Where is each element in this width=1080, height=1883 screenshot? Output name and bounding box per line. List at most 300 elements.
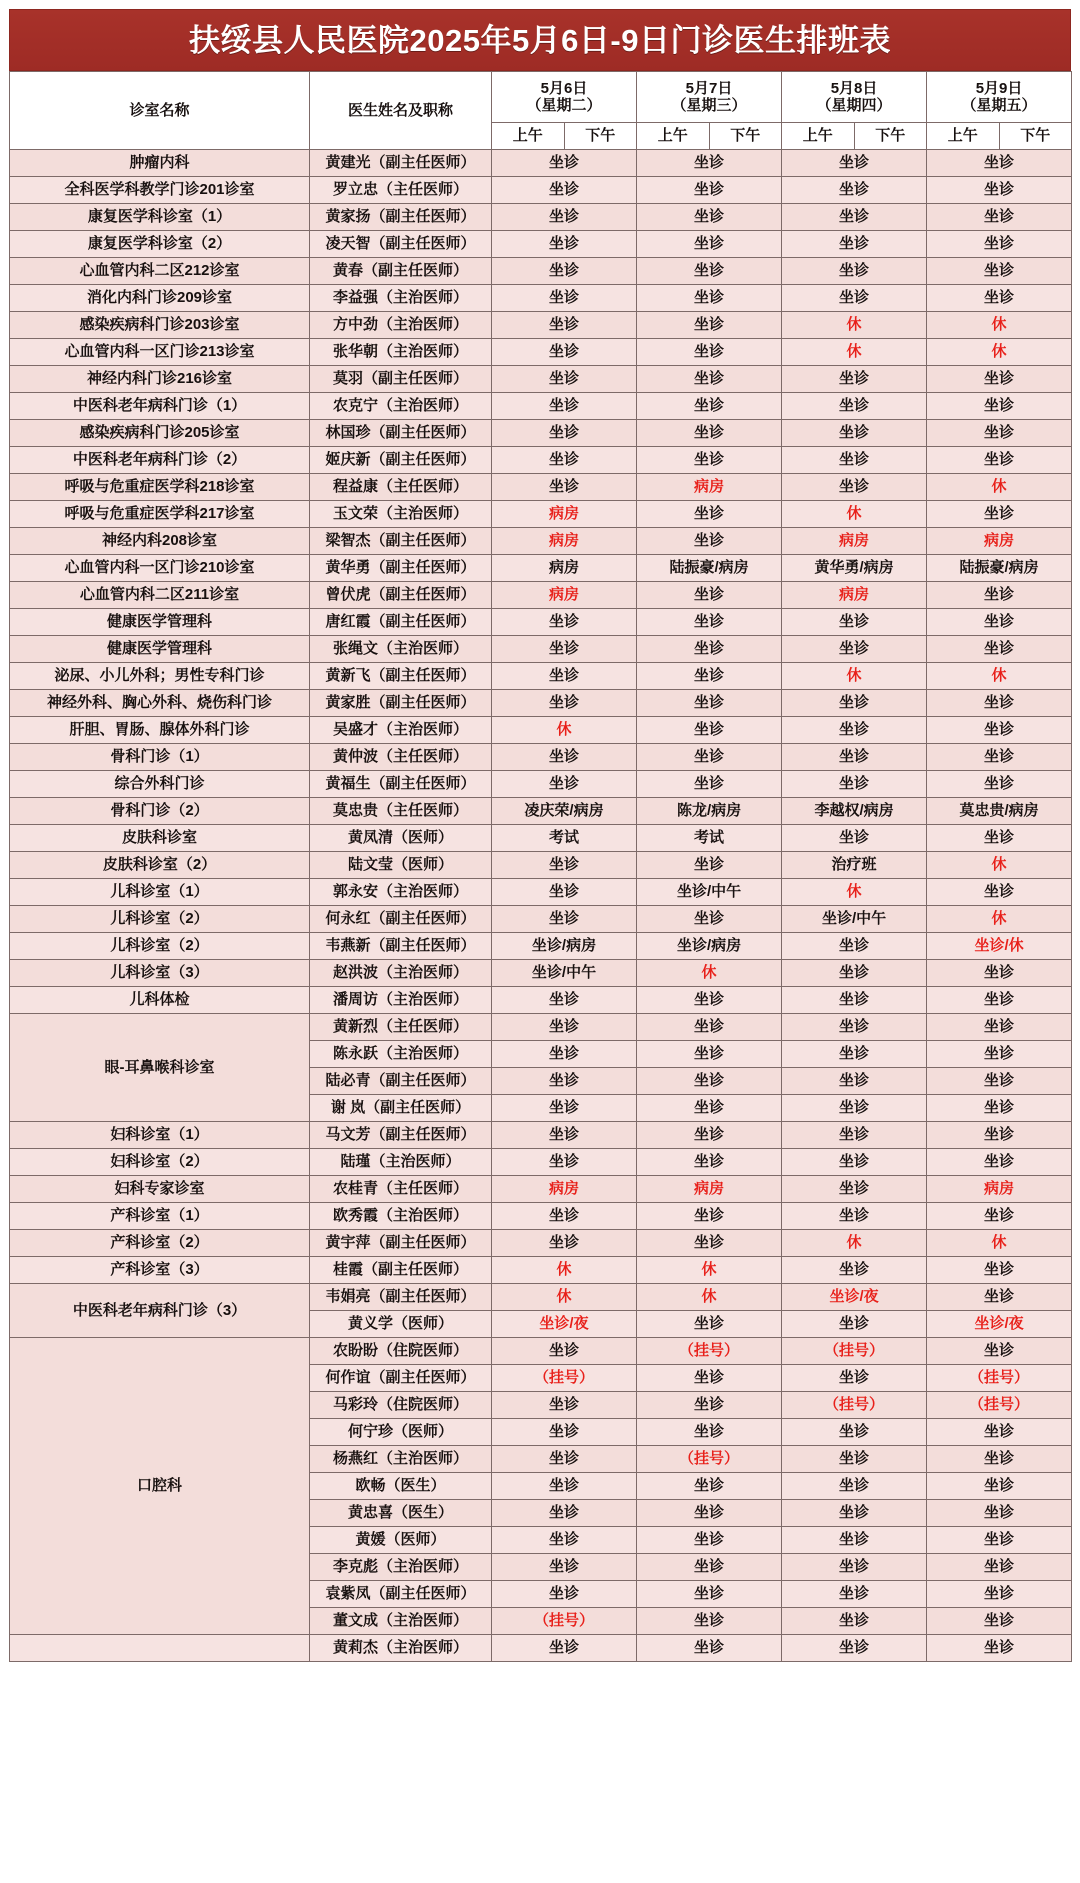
shift-cell: 坐诊 <box>927 285 1072 312</box>
shift-cell: 休 <box>782 879 927 906</box>
shift-cell: 坐诊 <box>492 1419 637 1446</box>
table-row <box>10 663 1072 690</box>
room-name-cell: 妇科专家诊室 <box>10 1176 310 1203</box>
shift-cell: 坐诊 <box>927 1500 1072 1527</box>
shift-cell: 坐诊 <box>927 150 1072 177</box>
shift-cell: 休 <box>782 339 927 366</box>
shift-cell: 坐诊 <box>492 906 637 933</box>
room-name-cell: 呼吸与危重症医学科217诊室 <box>10 501 310 528</box>
room-name-cell: 皮肤科诊室 <box>10 825 310 852</box>
shift-cell: 坐诊 <box>927 501 1072 528</box>
shift-cell: 坐诊 <box>637 204 782 231</box>
shift-cell: 坐诊 <box>782 1311 927 1338</box>
shift-cell: 坐诊/中午 <box>492 960 637 987</box>
table-row <box>10 1014 1072 1041</box>
room-name-cell: 心血管内科一区门诊210诊室 <box>10 555 310 582</box>
shift-cell: 坐诊 <box>927 1257 1072 1284</box>
shift-cell: 莫忠贵/病房 <box>927 798 1072 825</box>
shift-cell: 坐诊 <box>927 1014 1072 1041</box>
shift-cell: 坐诊 <box>927 1095 1072 1122</box>
shift-cell: 病房 <box>492 1176 637 1203</box>
shift-cell: 坐诊 <box>782 1365 927 1392</box>
doctor-name-cell: 董文成（主治医师） <box>310 1608 492 1635</box>
shift-cell: 坐诊 <box>637 582 782 609</box>
title-banner <box>9 9 1071 71</box>
doctor-name-cell: 姬庆新（副主任医师） <box>310 447 492 474</box>
shift-cell: 坐诊 <box>492 312 637 339</box>
shift-cell: 坐诊 <box>782 258 927 285</box>
shift-cell: 休 <box>637 1284 782 1311</box>
shift-cell: 坐诊 <box>927 825 1072 852</box>
table-row <box>10 1176 1072 1203</box>
shift-cell: 坐诊 <box>492 852 637 879</box>
shift-cell: 坐诊 <box>782 717 927 744</box>
doctor-name-cell: 农克宁（主治医师） <box>310 393 492 420</box>
shift-cell: 坐诊 <box>492 231 637 258</box>
shift-cell: 坐诊 <box>782 1473 927 1500</box>
doctor-name-cell: 何作谊（副主任医师） <box>310 1365 492 1392</box>
shift-cell: 坐诊/病房 <box>492 933 637 960</box>
shift-cell: 坐诊 <box>927 744 1072 771</box>
shift-cell: 坐诊 <box>782 1257 927 1284</box>
doctor-name-cell: 黄凤清（医师） <box>310 825 492 852</box>
shift-cell: 坐诊 <box>927 1581 1072 1608</box>
room-name-cell: 神经内科门诊216诊室 <box>10 366 310 393</box>
shift-cell: 坐诊/夜 <box>927 1311 1072 1338</box>
shift-cell: 坐诊 <box>637 852 782 879</box>
room-name-cell: 眼-耳鼻喉科诊室 <box>10 1014 310 1122</box>
header-day-2-date: 5月8日 <box>830 79 878 97</box>
schedule-table <box>9 71 1072 1662</box>
shift-cell: 坐诊 <box>637 717 782 744</box>
room-name-cell: 肿瘤内科 <box>10 150 310 177</box>
table-row <box>10 150 1072 177</box>
shift-cell: 坐诊 <box>637 231 782 258</box>
shift-cell: 坐诊 <box>927 582 1072 609</box>
doctor-name-cell: 黄新飞（副主任医师） <box>310 663 492 690</box>
shift-cell: 陆振豪/病房 <box>927 555 1072 582</box>
header-day-1-date: 5月7日 <box>685 79 733 97</box>
shift-cell: 坐诊 <box>782 825 927 852</box>
shift-cell: 病房 <box>492 528 637 555</box>
doctor-name-cell: 黄媛（医师） <box>310 1527 492 1554</box>
shift-cell: 病房 <box>927 528 1072 555</box>
shift-cell: 休 <box>782 312 927 339</box>
doctor-name-cell: 莫忠贵（主任医师） <box>310 798 492 825</box>
shift-cell: 坐诊 <box>492 1014 637 1041</box>
shift-cell: 坐诊/中午 <box>782 906 927 933</box>
doctor-name-cell: 郭永安（主治医师） <box>310 879 492 906</box>
shift-cell: 坐诊 <box>927 1527 1072 1554</box>
doctor-name-cell: 韦娟亮（副主任医师） <box>310 1284 492 1311</box>
shift-cell: 病房 <box>492 582 637 609</box>
shift-cell: 坐诊 <box>637 906 782 933</box>
shift-cell: 坐诊 <box>782 1635 927 1662</box>
shift-cell: 坐诊 <box>782 690 927 717</box>
shift-cell: 坐诊 <box>637 609 782 636</box>
shift-cell: 休 <box>782 1230 927 1257</box>
shift-cell: 坐诊 <box>927 609 1072 636</box>
room-name-cell: 妇科诊室（1） <box>10 1122 310 1149</box>
shift-cell: 坐诊 <box>782 636 927 663</box>
shift-cell: 考试 <box>492 825 637 852</box>
shift-cell: 坐诊 <box>492 150 637 177</box>
shift-cell: 坐诊 <box>927 1608 1072 1635</box>
header-day-2-weekday: （星期四） <box>816 97 892 114</box>
room-name-cell: 肝胆、胃肠、腺体外科门诊 <box>10 717 310 744</box>
shift-cell: 坐诊 <box>492 1581 637 1608</box>
doctor-name-cell: 梁智杰（副主任医师） <box>310 528 492 555</box>
header-day-3-weekday: （星期五） <box>961 97 1037 114</box>
shift-cell: 坐诊 <box>927 1041 1072 1068</box>
shift-cell: 坐诊 <box>927 771 1072 798</box>
shift-cell: 病房 <box>637 474 782 501</box>
doctor-name-cell: 黄春（副主任医师） <box>310 258 492 285</box>
shift-cell: 坐诊 <box>782 1500 927 1527</box>
doctor-name-cell: 赵洪波（主治医师） <box>310 960 492 987</box>
shift-cell: 坐诊 <box>927 447 1072 474</box>
shift-cell: 坐诊 <box>637 987 782 1014</box>
doctor-name-cell: 黄福生（副主任医师） <box>310 771 492 798</box>
doctor-name-cell: 农盼盼（住院医师） <box>310 1338 492 1365</box>
room-name-cell: 儿科诊室（2） <box>10 906 310 933</box>
shift-cell: 坐诊 <box>782 393 927 420</box>
shift-cell: 坐诊 <box>492 1122 637 1149</box>
shift-cell: 坐诊 <box>927 1122 1072 1149</box>
room-name-cell: 儿科诊室（3） <box>10 960 310 987</box>
table-row <box>10 1257 1072 1284</box>
doctor-name-cell: 杨燕红（主治医师） <box>310 1446 492 1473</box>
table-row <box>10 1149 1072 1176</box>
header-day-1 <box>637 72 782 123</box>
shift-cell: 休 <box>927 339 1072 366</box>
room-name-cell: 神经外科、胸心外科、烧伤科门诊 <box>10 690 310 717</box>
shift-cell: 坐诊/病房 <box>637 933 782 960</box>
table-row <box>10 582 1072 609</box>
shift-cell: 坐诊 <box>927 393 1072 420</box>
table-row <box>10 339 1072 366</box>
room-name-cell: 心血管内科二区212诊室 <box>10 258 310 285</box>
room-name-cell: 泌尿、小儿外科；男性专科门诊 <box>10 663 310 690</box>
shift-cell: 坐诊 <box>782 366 927 393</box>
shift-cell: 坐诊 <box>637 1608 782 1635</box>
shift-cell: 坐诊 <box>782 933 927 960</box>
room-name-cell: 产科诊室（2） <box>10 1230 310 1257</box>
doctor-name-cell: 陆文莹（医师） <box>310 852 492 879</box>
shift-cell: 坐诊 <box>927 690 1072 717</box>
shift-cell: 坐诊 <box>492 987 637 1014</box>
shift-cell: （挂号） <box>782 1392 927 1419</box>
doctor-name-cell: 马彩玲（住院医师） <box>310 1392 492 1419</box>
shift-cell: （挂号） <box>782 1338 927 1365</box>
doctor-name-cell: 何永红（副主任医师） <box>310 906 492 933</box>
shift-cell: 陆振豪/病房 <box>637 555 782 582</box>
doctor-name-cell: 欧秀霞（主治医师） <box>310 1203 492 1230</box>
table-row <box>10 447 1072 474</box>
doctor-name-cell: 桂霞（副主任医师） <box>310 1257 492 1284</box>
room-name-cell: 康复医学科诊室（1） <box>10 204 310 231</box>
doctor-name-cell: 潘周访（主治医师） <box>310 987 492 1014</box>
header-day-1-am: 上午 <box>637 123 710 150</box>
table-row <box>10 231 1072 258</box>
shift-cell: 坐诊 <box>637 150 782 177</box>
shift-cell: 坐诊 <box>492 366 637 393</box>
shift-cell: 休 <box>492 1284 637 1311</box>
table-row <box>10 636 1072 663</box>
shift-cell: 坐诊 <box>782 1122 927 1149</box>
shift-cell: 坐诊 <box>492 285 637 312</box>
shift-cell: 坐诊 <box>927 636 1072 663</box>
shift-cell: 坐诊 <box>637 447 782 474</box>
shift-cell: 坐诊 <box>782 609 927 636</box>
shift-cell: 坐诊 <box>927 1068 1072 1095</box>
header-day-2-pm: 下午 <box>854 123 927 150</box>
shift-cell: 坐诊 <box>927 1635 1072 1662</box>
shift-cell: 病房 <box>782 582 927 609</box>
shift-cell: 坐诊 <box>637 1122 782 1149</box>
table-row <box>10 987 1072 1014</box>
shift-cell: 坐诊 <box>492 1041 637 1068</box>
room-name-cell: 产科诊室（1） <box>10 1203 310 1230</box>
shift-cell: 坐诊 <box>637 1419 782 1446</box>
table-body <box>10 150 1072 1662</box>
table-row <box>10 906 1072 933</box>
doctor-name-cell: 黄家胜（副主任医师） <box>310 690 492 717</box>
shift-cell: 坐诊 <box>927 1338 1072 1365</box>
header-day-0-am: 上午 <box>492 123 565 150</box>
room-name-cell: 儿科诊室（1） <box>10 879 310 906</box>
doctor-name-cell: 陆瑾（主治医师） <box>310 1149 492 1176</box>
doctor-name-cell: 玉文荣（主治医师） <box>310 501 492 528</box>
shift-cell: 坐诊 <box>782 1068 927 1095</box>
doctor-name-cell: 林国珍（副主任医师） <box>310 420 492 447</box>
doctor-name-cell: 李益强（主治医师） <box>310 285 492 312</box>
shift-cell: （挂号） <box>637 1338 782 1365</box>
shift-cell: 坐诊 <box>782 1041 927 1068</box>
header-day-0-pm: 下午 <box>564 123 637 150</box>
shift-cell: 坐诊 <box>927 177 1072 204</box>
table-header <box>10 72 1072 150</box>
page-title: 扶绥县人民医院2025年5月6日-9日门诊医生排班表 <box>188 22 891 58</box>
room-name-cell: 妇科诊室（2） <box>10 1149 310 1176</box>
shift-cell: 坐诊 <box>637 690 782 717</box>
shift-cell: 坐诊 <box>927 1473 1072 1500</box>
shift-cell: 休 <box>927 312 1072 339</box>
table-row <box>10 744 1072 771</box>
shift-cell: 坐诊 <box>492 690 637 717</box>
header-day-2-am: 上午 <box>782 123 855 150</box>
table-row <box>10 258 1072 285</box>
shift-cell: 坐诊 <box>782 1176 927 1203</box>
doctor-name-cell: 韦燕新（副主任医师） <box>310 933 492 960</box>
shift-cell: 休 <box>927 1230 1072 1257</box>
doctor-name-cell: 张绳文（主治医师） <box>310 636 492 663</box>
room-name-cell: 中医科老年病科门诊（2） <box>10 447 310 474</box>
shift-cell: （挂号） <box>492 1608 637 1635</box>
doctor-name-cell: 张华朝（主治医师） <box>310 339 492 366</box>
shift-cell: 坐诊 <box>492 1392 637 1419</box>
shift-cell: 坐诊 <box>782 771 927 798</box>
shift-cell: 坐诊 <box>492 1230 637 1257</box>
shift-cell: 坐诊 <box>637 528 782 555</box>
table-row <box>10 609 1072 636</box>
header-day-0-date: 5月6日 <box>540 79 588 97</box>
shift-cell: 坐诊 <box>637 1392 782 1419</box>
room-name-cell: 儿科体检 <box>10 987 310 1014</box>
shift-cell: 坐诊 <box>637 285 782 312</box>
shift-cell: 坐诊 <box>637 771 782 798</box>
doctor-name-cell: 凌天智（副主任医师） <box>310 231 492 258</box>
shift-cell: 坐诊 <box>927 366 1072 393</box>
shift-cell: 坐诊 <box>637 177 782 204</box>
table-row <box>10 960 1072 987</box>
shift-cell: 休 <box>492 717 637 744</box>
shift-cell: 病房 <box>637 1176 782 1203</box>
table-row <box>10 1284 1072 1311</box>
shift-cell: 坐诊 <box>492 1068 637 1095</box>
shift-cell: 休 <box>927 663 1072 690</box>
shift-cell: 坐诊 <box>492 339 637 366</box>
shift-cell: 坐诊 <box>492 1149 637 1176</box>
doctor-name-cell: 黄仲波（主任医师） <box>310 744 492 771</box>
header-day-2 <box>782 72 927 123</box>
shift-cell: 坐诊 <box>782 960 927 987</box>
shift-cell: 坐诊 <box>927 1419 1072 1446</box>
shift-cell: 休 <box>782 501 927 528</box>
shift-cell: 坐诊 <box>637 1473 782 1500</box>
shift-cell: 坐诊 <box>492 1095 637 1122</box>
shift-cell: 休 <box>492 1257 637 1284</box>
shift-cell: 坐诊 <box>782 1095 927 1122</box>
shift-cell: 坐诊 <box>782 1446 927 1473</box>
shift-cell: 坐诊 <box>637 1635 782 1662</box>
doctor-name-cell: 黄华勇（副主任医师） <box>310 555 492 582</box>
shift-cell: 坐诊 <box>927 420 1072 447</box>
shift-cell: 坐诊 <box>927 879 1072 906</box>
shift-cell: 坐诊 <box>637 1041 782 1068</box>
shift-cell: 坐诊 <box>782 1419 927 1446</box>
shift-cell: 病房 <box>927 1176 1072 1203</box>
room-name-cell: 感染疾病科门诊205诊室 <box>10 420 310 447</box>
header-day-1-weekday: （星期三） <box>671 97 747 114</box>
shift-cell: 坐诊 <box>782 177 927 204</box>
shift-cell: 坐诊 <box>492 663 637 690</box>
shift-cell: 坐诊 <box>637 1500 782 1527</box>
shift-cell: （挂号） <box>927 1392 1072 1419</box>
table-row <box>10 771 1072 798</box>
doctor-name-cell: 黄宇萍（副主任医师） <box>310 1230 492 1257</box>
shift-cell: 病房 <box>492 501 637 528</box>
doctor-name-cell: 吴盛才（主治医师） <box>310 717 492 744</box>
shift-cell: 坐诊 <box>927 987 1072 1014</box>
shift-cell: 坐诊 <box>637 636 782 663</box>
table-row <box>10 879 1072 906</box>
room-name-cell: 感染疾病科门诊203诊室 <box>10 312 310 339</box>
doctor-name-cell: 黄忠喜（医生） <box>310 1500 492 1527</box>
shift-cell: （挂号） <box>492 1365 637 1392</box>
shift-cell: 坐诊 <box>782 285 927 312</box>
shift-cell: 坐诊 <box>637 312 782 339</box>
shift-cell: 坐诊 <box>492 1527 637 1554</box>
doctor-name-cell: 陆必青（副主任医师） <box>310 1068 492 1095</box>
doctor-name-cell: 农桂青（主任医师） <box>310 1176 492 1203</box>
shift-cell: 坐诊 <box>782 1149 927 1176</box>
room-name-cell: 产科诊室（3） <box>10 1257 310 1284</box>
shift-cell: 坐诊 <box>637 1311 782 1338</box>
doctor-name-cell: 欧畅（医生） <box>310 1473 492 1500</box>
table-row <box>10 1230 1072 1257</box>
shift-cell: 坐诊 <box>782 231 927 258</box>
shift-cell: 坐诊 <box>492 771 637 798</box>
shift-cell: 坐诊 <box>927 1149 1072 1176</box>
shift-cell: 坐诊 <box>927 1203 1072 1230</box>
doctor-name-cell: 黄建光（副主任医师） <box>310 150 492 177</box>
shift-cell: 病房 <box>492 555 637 582</box>
shift-cell: 坐诊 <box>637 501 782 528</box>
room-name-cell: 神经内科208诊室 <box>10 528 310 555</box>
shift-cell: 坐诊/夜 <box>782 1284 927 1311</box>
shift-cell: 坐诊/中午 <box>637 879 782 906</box>
table-row <box>10 555 1072 582</box>
shift-cell: 坐诊 <box>782 1554 927 1581</box>
table-row <box>10 1203 1072 1230</box>
shift-cell: 坐诊 <box>492 177 637 204</box>
room-name-cell: 骨科门诊（1） <box>10 744 310 771</box>
room-name-cell: 呼吸与危重症医学科218诊室 <box>10 474 310 501</box>
header-row-top <box>10 72 1072 123</box>
shift-cell: 坐诊 <box>492 447 637 474</box>
shift-cell: 坐诊 <box>637 1095 782 1122</box>
table-row <box>10 852 1072 879</box>
table-row <box>10 825 1072 852</box>
doctor-name-cell: 袁紫凤（副主任医师） <box>310 1581 492 1608</box>
table-row <box>10 1635 1072 1662</box>
shift-cell: 坐诊/休 <box>927 933 1072 960</box>
shift-cell: 休 <box>927 474 1072 501</box>
table-row <box>10 474 1072 501</box>
doctor-name-cell: 何宁珍（医师） <box>310 1419 492 1446</box>
header-day-3-am: 上午 <box>927 123 1000 150</box>
header-day-0 <box>492 72 637 123</box>
shift-cell: 休 <box>637 1257 782 1284</box>
shift-cell: 坐诊 <box>492 474 637 501</box>
shift-cell: 坐诊 <box>637 1149 782 1176</box>
shift-cell: 坐诊 <box>492 1554 637 1581</box>
shift-cell: 坐诊 <box>637 258 782 285</box>
doctor-name-cell: 方中劲（主治医师） <box>310 312 492 339</box>
shift-cell: 坐诊/夜 <box>492 1311 637 1338</box>
shift-cell: 坐诊 <box>927 258 1072 285</box>
table-row <box>10 717 1072 744</box>
shift-cell: 陈龙/病房 <box>637 798 782 825</box>
shift-cell: 坐诊 <box>782 420 927 447</box>
header-day-3-pm: 下午 <box>999 123 1072 150</box>
shift-cell: 坐诊 <box>782 1581 927 1608</box>
doctor-name-cell: 陈永跃（主治医师） <box>310 1041 492 1068</box>
header-day-0-weekday: （星期二） <box>526 97 602 114</box>
room-name-cell: 心血管内科一区门诊213诊室 <box>10 339 310 366</box>
shift-cell: 坐诊 <box>927 1284 1072 1311</box>
shift-cell: 坐诊 <box>637 366 782 393</box>
shift-cell: 坐诊 <box>927 1554 1072 1581</box>
table-row <box>10 690 1072 717</box>
room-name-cell: 健康医学管理科 <box>10 636 310 663</box>
doctor-name-cell: 谢 岚（副主任医师） <box>310 1095 492 1122</box>
room-name-cell: 健康医学管理科 <box>10 609 310 636</box>
room-name-cell: 骨科门诊（2） <box>10 798 310 825</box>
doctor-name-cell: 莫羽（副主任医师） <box>310 366 492 393</box>
doctor-name-cell: 马文芳（副主任医师） <box>310 1122 492 1149</box>
